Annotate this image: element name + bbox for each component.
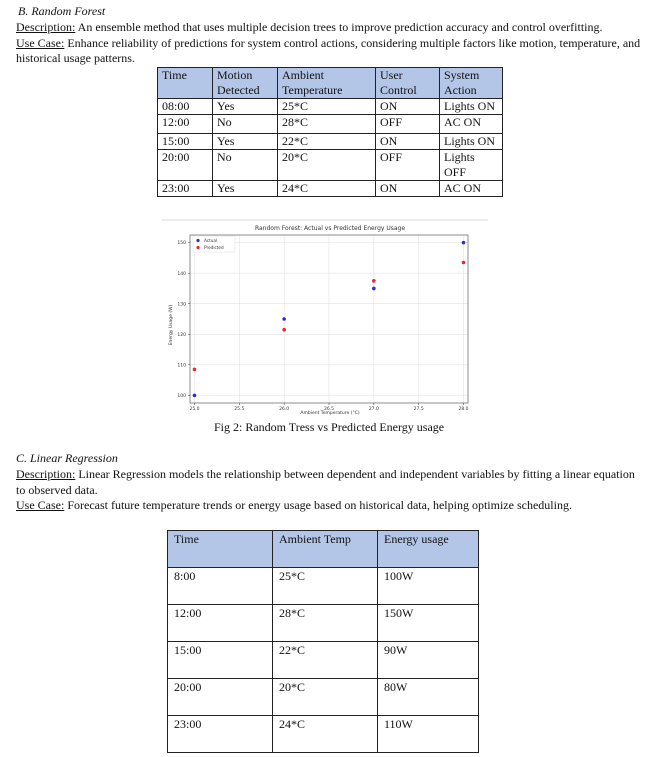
x-tick-label: 27.0 — [368, 407, 379, 412]
data-point-predicted — [193, 368, 197, 372]
legend-marker-actual — [196, 239, 199, 242]
section-c-heading: C. Linear Regression — [16, 451, 118, 465]
legend-marker-predicted — [196, 246, 199, 249]
cell: 15:00 — [158, 134, 213, 150]
cell: 80W — [378, 679, 479, 716]
description-label: Description: — [16, 20, 76, 34]
cell: 25*C — [278, 99, 376, 115]
table-row — [158, 134, 503, 150]
cell: 15:00 — [168, 642, 273, 679]
cell: AC ON — [440, 181, 503, 197]
x-tick-label: 27.5 — [413, 407, 424, 412]
y-tick-label: 140 — [177, 271, 186, 277]
cell: 150W — [378, 605, 479, 642]
y-tick-label: 120 — [177, 332, 186, 338]
data-point-predicted — [462, 261, 466, 265]
cell: Yes — [213, 134, 278, 150]
use-case-label: Use Case: — [16, 498, 65, 512]
cell: 25*C — [273, 568, 378, 605]
cell: Lights ON — [440, 99, 503, 115]
description-text: An ensemble method that uses multiple decision trees to improve prediction accuracy and control overfitting. — [75, 20, 603, 34]
cell: 24*C — [273, 716, 378, 753]
header-ambient-temp: Ambient Temp — [273, 531, 378, 568]
description-label: Description: — [16, 467, 76, 481]
cell: 24*C — [278, 181, 376, 197]
y-tick-label: 130 — [177, 302, 186, 308]
data-point-actual — [193, 394, 197, 398]
scatter-chart — [160, 218, 490, 418]
use-case-text: Forecast future temperature trends or energy usage based on historical data, helping optimize scheduling. — [64, 498, 572, 512]
cell: 28*C — [273, 605, 378, 642]
cell: 20*C — [273, 679, 378, 716]
cell: 20:00 — [158, 150, 213, 181]
table-row — [158, 115, 503, 134]
table-row — [168, 568, 479, 605]
header-motion: Motion Detected — [213, 68, 278, 99]
data-point-actual — [372, 287, 376, 291]
cell: 23:00 — [168, 716, 273, 753]
table-row — [168, 605, 479, 642]
cell: Lights ON — [440, 134, 503, 150]
section-b-heading: B. Random Forest — [18, 4, 106, 18]
y-tick-label: 150 — [177, 241, 186, 247]
cell: 23:00 — [158, 181, 213, 197]
x-axis-label: Ambient Temperature (°C) — [300, 411, 360, 416]
cell: 100W — [378, 568, 479, 605]
y-tick-label: 110 — [177, 363, 186, 369]
cell: OFF — [376, 150, 440, 181]
cell: Lights OFF — [440, 150, 503, 181]
cell: 08:00 — [158, 99, 213, 115]
header-energy-usage: Energy usage — [378, 531, 479, 568]
table-row — [168, 679, 479, 716]
section-c-description — [16, 467, 646, 514]
table-row — [158, 181, 503, 197]
energy-usage-table — [167, 530, 479, 753]
header-user-control: User Control — [376, 68, 440, 99]
header-time: Time — [168, 531, 273, 568]
legend-label-predicted: Predicted — [204, 245, 224, 250]
x-tick-label: 25.0 — [189, 407, 200, 412]
cell: 8:00 — [168, 568, 273, 605]
data-point-actual — [282, 317, 286, 321]
cell: Yes — [213, 181, 278, 197]
table-row — [158, 150, 503, 181]
cell: No — [213, 150, 278, 181]
x-tick-label: 28.0 — [458, 407, 469, 412]
system-action-table — [157, 67, 503, 197]
x-tick-label: 26.5 — [323, 407, 335, 412]
table-row — [168, 642, 479, 679]
cell: OFF — [376, 115, 440, 134]
cell: 110W — [378, 716, 479, 753]
cell: ON — [376, 99, 440, 115]
table-header-row — [168, 531, 479, 568]
description-text: Linear Regression models the relationship between dependent and independent variables by fitting a linear equation to observed data. — [16, 467, 635, 497]
section-b-description — [16, 20, 646, 67]
use-case-label: Use Case: — [16, 35, 65, 50]
cell: ON — [376, 134, 440, 150]
y-tick-label: 100 — [177, 393, 186, 399]
table-row — [158, 99, 503, 115]
legend-label-actual: Actual — [204, 238, 218, 243]
cell: AC ON — [440, 115, 503, 134]
header-system-action: System Action — [440, 68, 503, 99]
cell: 22*C — [273, 642, 378, 679]
y-axis-label: Energy Usage (W) — [169, 304, 174, 346]
cell: 20*C — [278, 150, 376, 181]
header-time: Time — [158, 68, 213, 99]
x-tick-label: 26.0 — [279, 407, 290, 412]
cell: 28*C — [278, 115, 376, 134]
header-temperature: Ambient Temperature — [278, 68, 376, 99]
data-point-actual — [462, 241, 466, 245]
cell: 12:00 — [158, 115, 213, 134]
cell: 22*C — [278, 134, 376, 150]
table-header-row — [158, 68, 503, 99]
chart-title: Random Forest: Actual vs Predicted Energy Usage — [254, 225, 406, 232]
data-point-predicted — [372, 279, 376, 283]
data-point-predicted — [282, 328, 286, 332]
cell: Yes — [213, 99, 278, 115]
x-tick-label: 25.5 — [234, 407, 245, 412]
cell: ON — [376, 181, 440, 197]
cell: 20:00 — [168, 679, 273, 716]
cell: 90W — [378, 642, 479, 679]
figure-caption: Fig 2: Random Tress vs Predicted Energy usage — [214, 420, 445, 434]
cell: No — [213, 115, 278, 134]
cell: 12:00 — [168, 605, 273, 642]
use-case-text: Enhance reliability of predictions for system control actions, considering multiple factors like motion, temperature, and historical usage patterns. — [16, 35, 641, 65]
table-row — [168, 716, 479, 753]
